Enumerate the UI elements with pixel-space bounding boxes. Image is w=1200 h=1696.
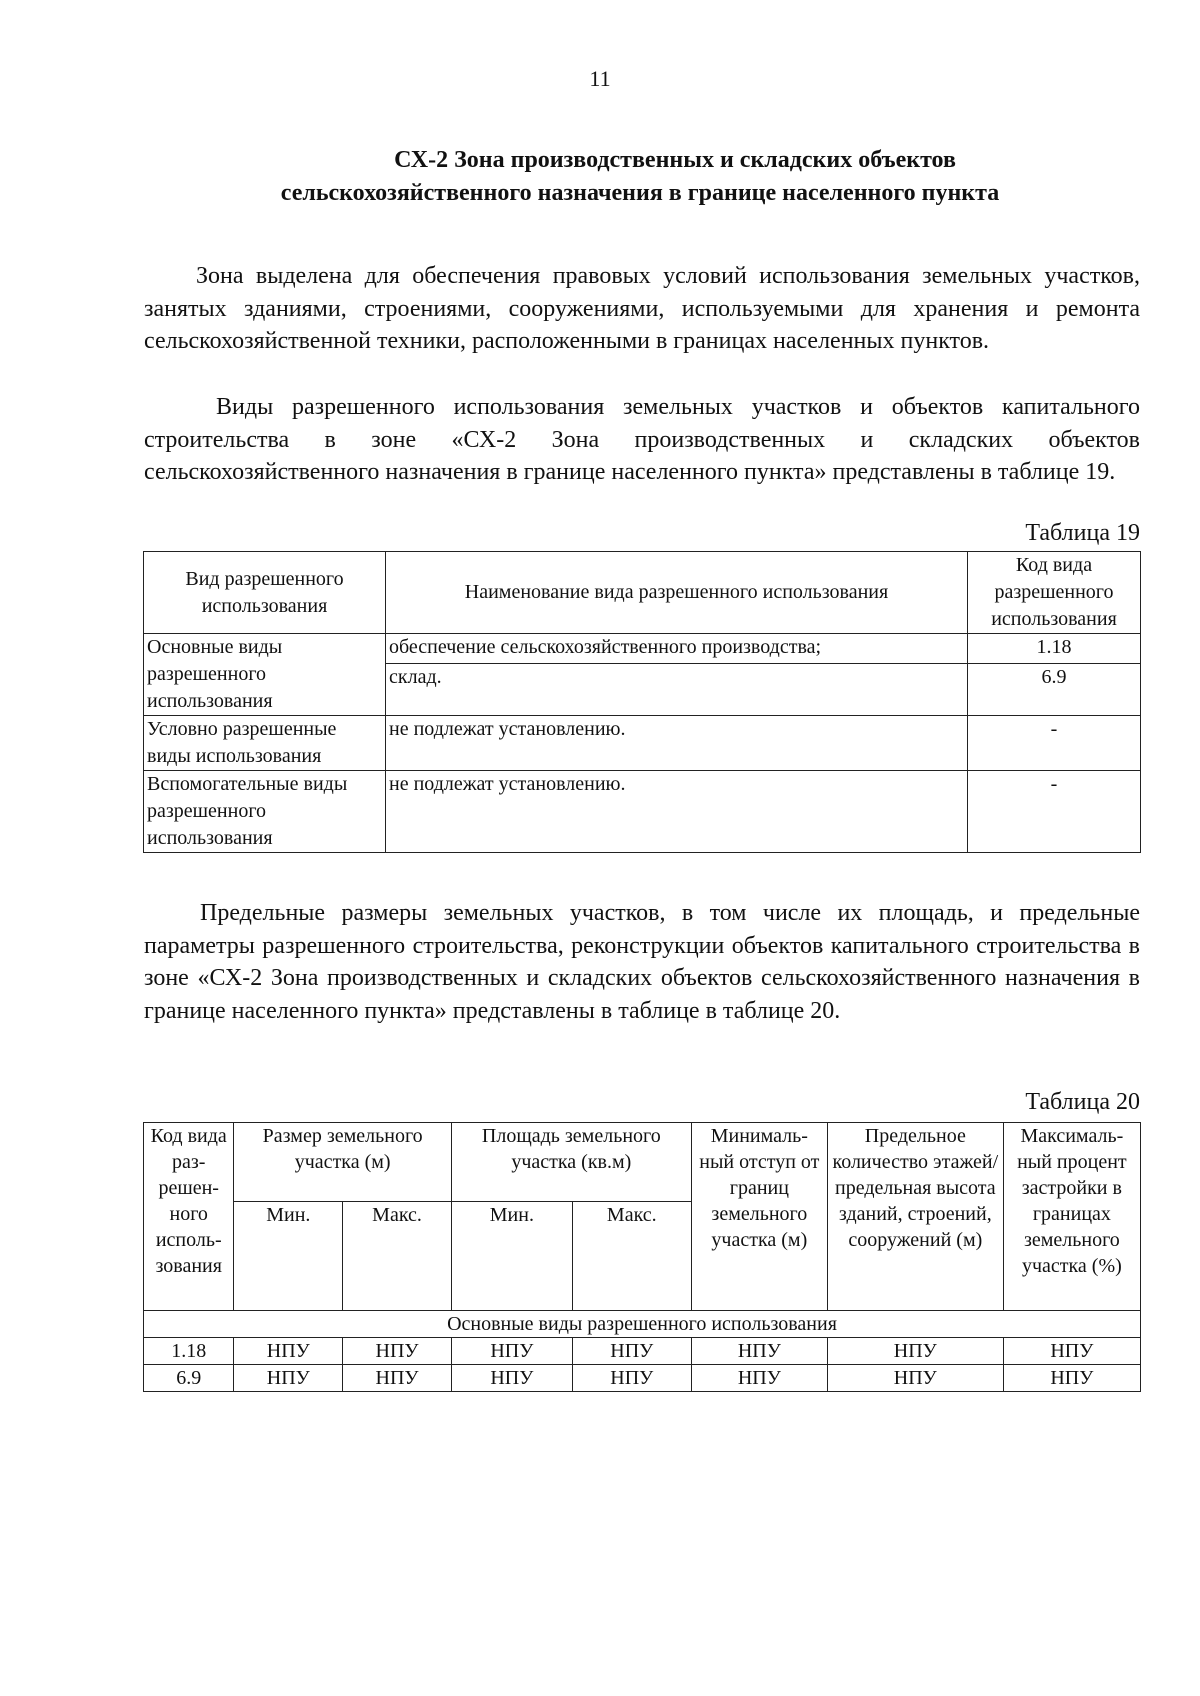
header-plot-size: Размер земельного участка (м) <box>234 1123 451 1202</box>
header-code: Код вида раз-решен-ного исполь-зования <box>144 1123 234 1311</box>
group-type-cell: Условно разрешенные виды использования <box>144 716 386 771</box>
group-type-cell: Основные виды разрешенного использования <box>144 634 386 716</box>
table-cell: НПУ <box>827 1365 1003 1392</box>
table-cell: НПУ <box>234 1338 343 1365</box>
section-heading <box>140 144 1140 210</box>
table-header-row <box>144 552 1141 634</box>
table-cell: НПУ <box>691 1365 827 1392</box>
use-code-cell: - <box>968 771 1141 853</box>
table-row <box>144 1365 1141 1392</box>
header-use-code: Код вида разрешенного использования <box>968 552 1141 634</box>
table-cell: НПУ <box>234 1365 343 1392</box>
table-row <box>144 634 1141 664</box>
table-row <box>144 771 1141 853</box>
use-name-cell: не подлежат установлению. <box>386 716 968 771</box>
use-code-cell: 1.18 <box>968 634 1141 664</box>
table-19-permitted-uses <box>143 551 1141 853</box>
header-floors: Предельное количество этажей/ предельная высота зданий, строений, сооружений (м) <box>827 1123 1003 1311</box>
table-cell: 6.9 <box>144 1365 234 1392</box>
paragraph-table20-intro: Предельные размеры земельных участков, в том числе их площадь, и предельные параметры разрешенного строительства, реконструкции объектов капитального строительства в зоне «СХ-2 Зона производственных и складских объектов сельскохозяйственного назначения в границе населенного пункта» представлены в таблице в таблице 20. <box>144 900 1140 1024</box>
table-row <box>144 1338 1141 1365</box>
use-code-cell: - <box>968 716 1141 771</box>
table-cell: НПУ <box>451 1338 572 1365</box>
table-cell: НПУ <box>343 1365 452 1392</box>
table-row <box>144 716 1141 771</box>
table-cell: НПУ <box>343 1338 452 1365</box>
header-area-max: Макс. <box>572 1202 691 1311</box>
heading-line-2: сельскохозяйственного назначения в границе населенного пункта <box>280 180 1000 206</box>
header-size-min: Мин. <box>234 1202 343 1311</box>
table-cell: НПУ <box>827 1338 1003 1365</box>
header-plot-area: Площадь земельного участка (кв.м) <box>451 1123 691 1202</box>
header-use-name: Наименование вида разрешенного использования <box>386 552 968 634</box>
header-area-min: Мин. <box>451 1202 572 1311</box>
table-20-limits <box>143 1122 1141 1392</box>
group-type-cell: Вспомогательные виды разрешенного использования <box>144 771 386 853</box>
use-name-cell: не подлежат установлению. <box>386 771 968 853</box>
use-name-cell: склад. <box>386 664 968 716</box>
table19-caption: Таблица 19 <box>1025 520 1140 546</box>
table-cell: НПУ <box>572 1338 691 1365</box>
use-code-cell: 6.9 <box>968 664 1141 716</box>
table20-caption: Таблица 20 <box>1025 1089 1140 1115</box>
paragraph-zone-purpose: Зона выделена для обеспечения правовых условий использования земельных участков, занятых зданиями, строениями, сооружениями, используемыми для хранения и ремонта сельскохозяйственной техники, расположенными в границах населенных пунктов. <box>144 263 1140 354</box>
table-header-row <box>144 1123 1141 1202</box>
table-cell: НПУ <box>451 1365 572 1392</box>
table-cell: НПУ <box>572 1365 691 1392</box>
table-cell: 1.18 <box>144 1338 234 1365</box>
page-number: 11 <box>589 66 611 91</box>
header-coverage: Максималь-ный процент застройки в границах земельного участка (%) <box>1003 1123 1140 1311</box>
paragraph-table19-intro: Виды разрешенного использования земельных участков и объектов капитального строительства в зоне «СХ-2 Зона производственных и складских объектов сельскохозяйственного назначения в границе населенного пункта» представлены в таблице 19. <box>144 394 1140 485</box>
table-group-row <box>144 1311 1141 1338</box>
header-setback: Минималь-ный отступ от границ земельного участка (м) <box>691 1123 827 1311</box>
header-use-type: Вид разрешенного использования <box>144 552 386 634</box>
table-cell: НПУ <box>691 1338 827 1365</box>
heading-line-1: СХ-2 Зона производственных и складских объектов <box>394 147 956 173</box>
table-cell: НПУ <box>1003 1365 1140 1392</box>
table-cell: НПУ <box>1003 1338 1140 1365</box>
use-name-cell: обеспечение сельскохозяйственного производства; <box>386 634 968 664</box>
header-size-max: Макс. <box>343 1202 452 1311</box>
group-label-cell: Основные виды разрешенного использования <box>144 1311 1141 1338</box>
